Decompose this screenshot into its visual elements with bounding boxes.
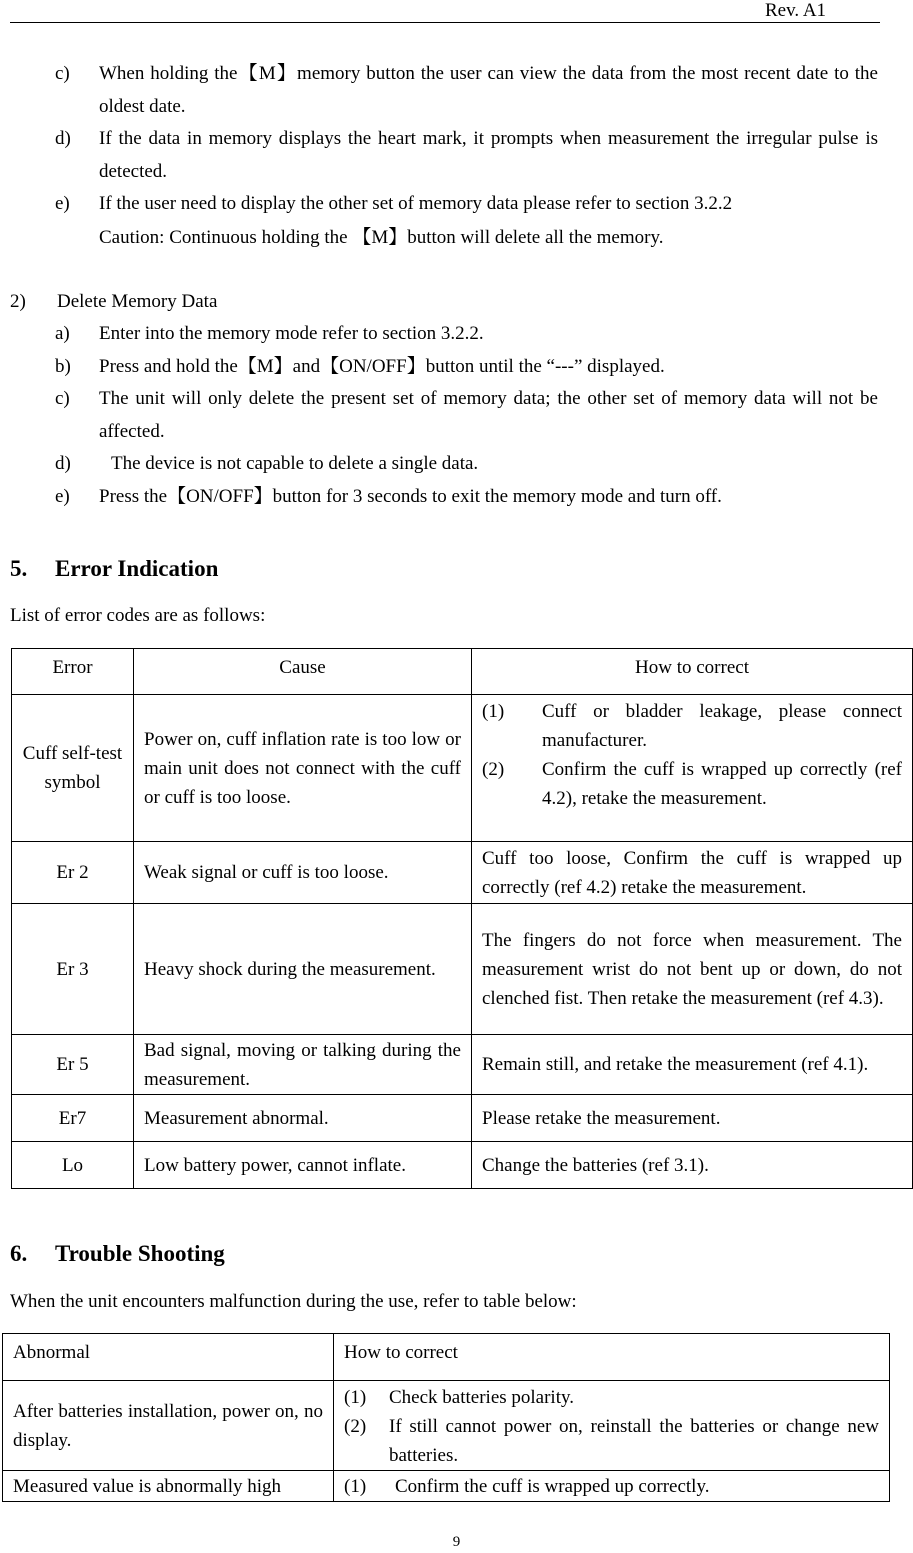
list-number: (1)	[344, 1475, 367, 1497]
list-text: Check batteries polarity.	[389, 1387, 575, 1408]
section-heading-trouble-shooting	[10, 1241, 410, 1273]
cause-cell: Heavy shock during the measurement.	[134, 904, 472, 1035]
list-item	[482, 697, 902, 755]
list-number: (1)	[344, 1387, 367, 1408]
header-cell-fix: How to correct	[472, 649, 913, 695]
item-label: d)	[55, 128, 71, 149]
cause-cell: Measurement abnormal.	[134, 1095, 472, 1142]
table-row	[12, 904, 913, 1035]
table-row	[12, 1142, 913, 1189]
table-row	[12, 1095, 913, 1142]
cause-cell: Bad signal, moving or talking during the measurement.	[134, 1035, 472, 1095]
table-row	[12, 842, 913, 904]
table-row	[12, 695, 913, 842]
caution-text: Caution: Continuous holding the 【M】button will delete all the memory.	[99, 227, 664, 248]
list-number: (2)	[344, 1416, 367, 1437]
item-text: If the data in memory displays the heart mark, it prompts when measurement the irregular pulse is detected.	[99, 128, 878, 182]
cause-cell: Weak signal or cuff is too loose.	[134, 842, 472, 904]
item-label: a)	[55, 323, 70, 344]
item-label: d)	[55, 453, 71, 474]
item-text: If the user need to display the other set of memory data please refer to section 3.2.2	[99, 193, 733, 214]
fix-cell	[334, 1381, 890, 1471]
trouble-intro: When the unit encounters malfunction during the use, refer to table below:	[10, 1291, 577, 1312]
list-item	[482, 755, 902, 813]
item-text: The unit will only delete the present set of memory data; the other set of memory data will not be affected.	[99, 388, 878, 442]
item-label: c)	[55, 388, 70, 409]
item-text: The device is not capable to delete a single data.	[111, 453, 479, 474]
header-rule	[10, 22, 880, 23]
list-number: (1)	[482, 701, 505, 722]
table-row	[3, 1471, 890, 1502]
error-code-cell: Cuff self-test symbol	[12, 695, 134, 842]
list-text: If still cannot power on, reinstall the batteries or change new batteries.	[389, 1416, 879, 1466]
item-text: When holding the【M】memory button the user can view the data from the most recent date to the oldest date.	[99, 63, 878, 117]
fix-cell	[334, 1471, 890, 1502]
trouble-table	[2, 1333, 890, 1502]
page-number: 9	[452, 1534, 461, 1550]
list-text: Cuff or bladder leakage, please connect manufacturer.	[542, 701, 902, 751]
list-item	[344, 1472, 879, 1501]
fix-cell: Please retake the measurement.	[472, 1095, 913, 1142]
header-cell-error: Error	[12, 649, 134, 695]
abnormal-cell: After batteries installation, power on, no display.	[3, 1381, 334, 1471]
section-title: Trouble Shooting	[55, 1241, 225, 1266]
abnormal-cell: Measured value is abnormally high	[3, 1471, 334, 1502]
table-header-row	[3, 1334, 890, 1381]
item-text: Press the【ON/OFF】button for 3 seconds to exit the memory mode and turn off.	[99, 486, 722, 507]
item-text: Delete Memory Data	[57, 291, 218, 312]
table-row	[12, 1035, 913, 1095]
error-code-cell: Er 2	[12, 842, 134, 904]
error-code-cell: Er 3	[12, 904, 134, 1035]
fix-cell: Change the batteries (ref 3.1).	[472, 1142, 913, 1189]
table-header-row	[12, 649, 913, 695]
header-cell-fix: How to correct	[334, 1334, 890, 1381]
list-item	[344, 1412, 879, 1470]
fix-cell: The fingers do not force when measurement. The measurement wrist do not bent up or down, do not clenched fist. Then retake the measurement (ref 4.3).	[472, 904, 913, 1035]
list-text: Confirm the cuff is wrapped up correctly.	[395, 1475, 710, 1497]
section-heading-error-indication	[10, 556, 410, 588]
header-cell-cause: Cause	[134, 649, 472, 695]
error-intro: List of error codes are as follows:	[10, 605, 266, 626]
revision-label: Rev. A1	[765, 0, 827, 21]
section-number: 5.	[10, 556, 28, 581]
item-label: e)	[55, 486, 70, 507]
item-label: 2)	[10, 291, 26, 312]
item-text: Enter into the memory mode refer to section 3.2.2.	[99, 323, 484, 344]
cause-cell: Power on, cuff inflation rate is too low or main unit does not connect with the cuff or cuff is too loose.	[134, 695, 472, 842]
header-cell-abnormal: Abnormal	[3, 1334, 334, 1381]
list-item	[344, 1383, 879, 1412]
item-label: b)	[55, 356, 71, 377]
error-code-cell: Er7	[12, 1095, 134, 1142]
fix-cell: Cuff too loose, Confirm the cuff is wrapped up correctly (ref 4.2) retake the measurement.	[472, 842, 913, 904]
error-table	[11, 648, 913, 1189]
section-title: Error Indication	[55, 556, 219, 581]
item-text: Press and hold the【M】and【ON/OFF】button until the “---” displayed.	[99, 356, 665, 377]
cause-cell: Low battery power, cannot inflate.	[134, 1142, 472, 1189]
item-label: e)	[55, 193, 70, 214]
section-number: 6.	[10, 1241, 28, 1266]
table-row	[3, 1381, 890, 1471]
fix-cell: Remain still, and retake the measurement (ref 4.1).	[472, 1035, 913, 1095]
item-label: c)	[55, 63, 70, 84]
list-text: Confirm the cuff is wrapped up correctly (ref 4.2), retake the measurement.	[542, 759, 902, 809]
list-number: (2)	[482, 759, 505, 780]
error-code-cell: Lo	[12, 1142, 134, 1189]
error-code-cell: Er 5	[12, 1035, 134, 1095]
fix-cell	[472, 695, 913, 842]
